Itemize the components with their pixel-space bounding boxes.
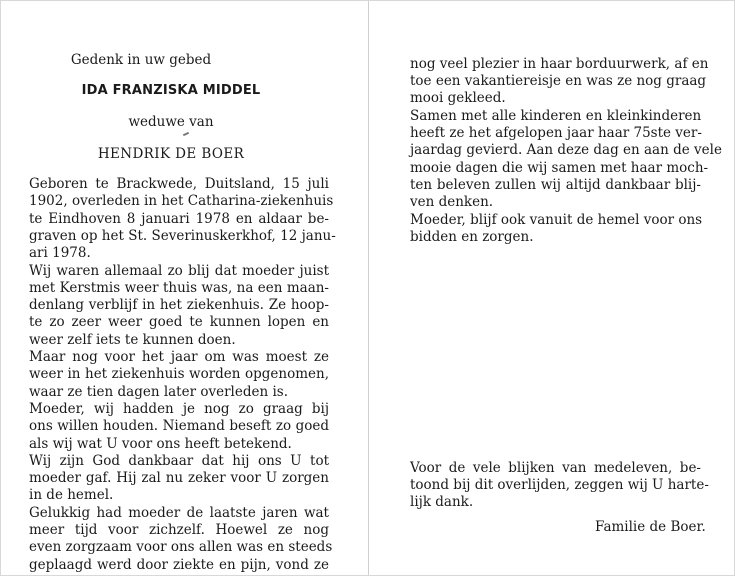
print-mark: [183, 132, 189, 136]
text-line: ons willen houden. Niemand beseft zo goed: [29, 418, 329, 434]
text-line: ten beleven zullen wij altijd dankbaar blij-: [410, 177, 701, 193]
text-line: Wij waren allemaal zo blij dat moeder juist: [29, 263, 329, 279]
text-line: jaardag gevierd. Aan deze dag en aan de vele: [410, 142, 722, 158]
text-line: denlang verblijf in het ziekenhuis. Ze hoop-: [29, 297, 329, 313]
text-line: lijk dank.: [410, 494, 474, 510]
text-line: nog veel plezier in haar borduurwerk, af en: [410, 56, 709, 72]
text-line: Wij zijn God dankbaar dat hij ons U tot: [29, 453, 329, 469]
text-line: te zo zeer weer goed te kunnen lopen en: [29, 314, 329, 330]
text-line: mooi gekleed.: [410, 90, 506, 106]
gedenk-heading: Gedenk in uw gebed: [70, 52, 212, 68]
text-line: meer tijd voor zichzelf. Hoewel ze nog: [29, 522, 329, 538]
weduwe-line: weduwe van: [128, 114, 214, 130]
text-line: mooie dagen die wij samen met haar moch-: [410, 160, 709, 176]
text-line: bidden en zorgen.: [410, 229, 534, 245]
text-line: Moeder, wij hadden je nog zo graag bij: [29, 401, 329, 417]
text-line: graven op het St. Severinuskerkhof, 12 janu-: [29, 228, 336, 244]
text-line: met Kerstmis weer thuis was, na een maan-: [29, 280, 329, 296]
text-line: Voor de vele blijken van medeleven, be-: [410, 460, 701, 476]
text-line: Samen met alle kinderen en kleinkinderen: [410, 108, 702, 124]
text-line: 1902, overleden in het Catharina-ziekenhuis: [29, 193, 334, 209]
text-line: waar ze tien dagen later overleden is.: [29, 384, 288, 400]
text-line: geplaagd werd door ziekte en pijn, vond ze: [29, 557, 329, 573]
text-line: weer in het ziekenhuis worden opgenomen,: [29, 366, 329, 382]
text-line: Maar nog voor het jaar om was moest ze: [29, 349, 329, 365]
card-fold: [368, 1, 369, 575]
text-line: Gelukkig had moeder de laatste jaren wat: [29, 505, 329, 521]
text-line: Moeder, blijf ook vanuit de hemel voor ons: [410, 212, 703, 228]
family-signature: Familie de Boer.: [595, 519, 706, 535]
text-line: Geboren te Brackwede, Duitsland, 15 juli: [29, 176, 329, 192]
text-line: moeder gaf. Hij zal nu zeker voor U zorgen: [29, 470, 329, 486]
text-line: heeft ze het afgelopen jaar haar 75ste ver-: [410, 125, 702, 141]
text-line: even zorgzaam voor ons allen was en steeds: [29, 539, 333, 555]
text-line: weer zelf iets te kunnen doen.: [29, 332, 236, 348]
text-line: te Eindhoven 8 januari 1978 en aldaar be-: [29, 211, 329, 227]
text-line: toe een vakantiereisje en was ze nog graag: [410, 73, 707, 89]
text-line: in de hemel.: [29, 487, 114, 503]
husband-name: HENDRIK DE BOER: [97, 146, 245, 162]
text-line: toond bij dit overlijden, zeggen wij U harte-: [410, 477, 709, 493]
text-line: ari 1978.: [29, 245, 91, 261]
deceased-name: IDA FRANZISKA MIDDEL: [81, 83, 261, 98]
text-line: ven denken.: [410, 194, 494, 210]
text-line: als wij wat U voor ons heeft betekend.: [29, 436, 292, 452]
